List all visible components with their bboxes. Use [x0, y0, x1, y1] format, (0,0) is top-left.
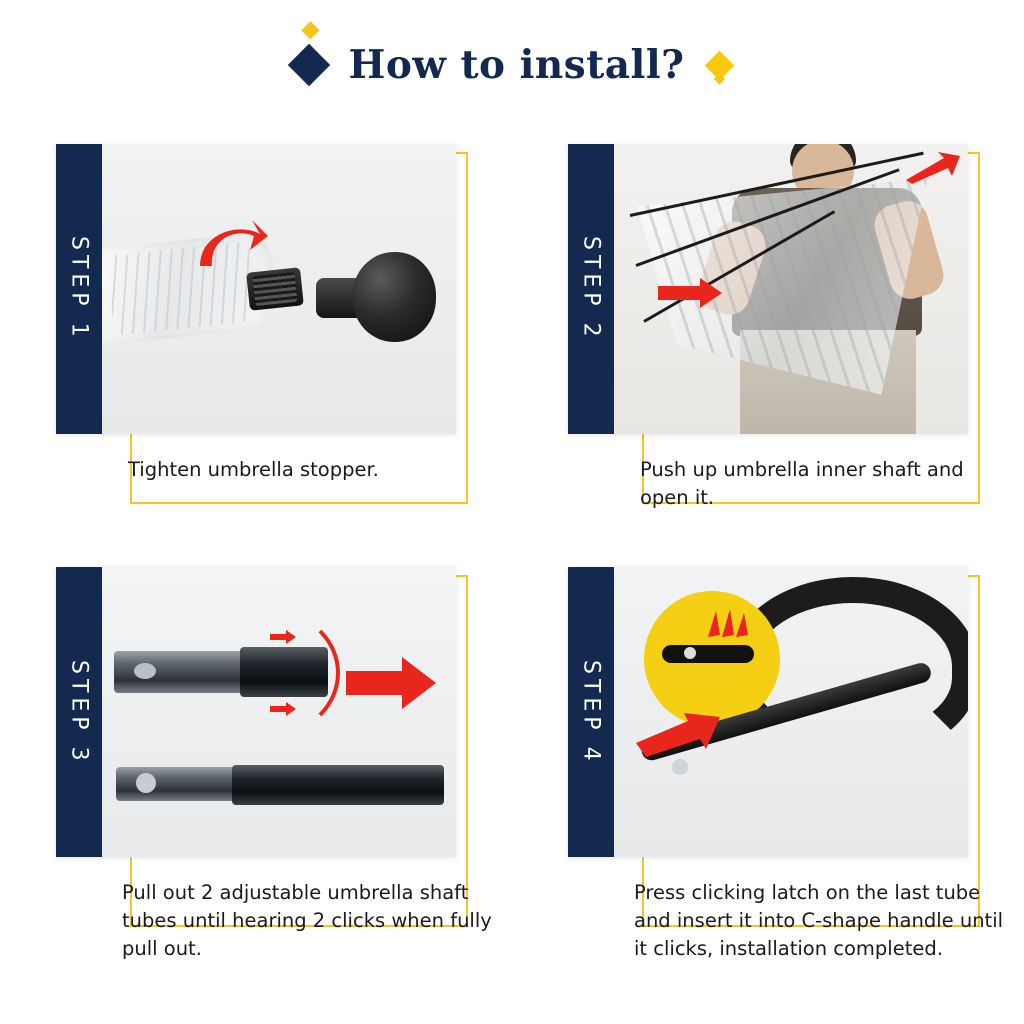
step-photo-2	[568, 144, 968, 434]
step-tab-label-4: STEP 4	[578, 659, 604, 766]
pull-out-arrow-icon	[346, 655, 436, 711]
step-tab-3	[56, 567, 102, 857]
navy-diamond-icon	[288, 44, 330, 86]
step-card-4	[512, 533, 1024, 962]
step-tab-label-3: STEP 3	[66, 659, 92, 766]
callout-circle	[644, 591, 780, 727]
step-illustration-2	[614, 144, 968, 434]
step-tab-label-2: STEP 2	[578, 236, 604, 342]
step-photo-1	[56, 144, 456, 434]
step-caption-4: Press clicking latch on the last tube and insert it into C-shape handle until it clicks, installation completed.	[634, 881, 1004, 960]
step-tab-1	[56, 144, 102, 434]
open-arrow-icon	[658, 276, 722, 310]
page-title-row	[0, 42, 1024, 88]
shaft-tube-lower-right	[232, 765, 444, 805]
step-illustration-1	[102, 144, 456, 434]
step-photo-3	[56, 567, 456, 857]
stopper-cap-shape	[316, 250, 436, 346]
yellow-diamond-icon	[704, 50, 734, 80]
step-photo-4	[568, 567, 968, 857]
step-tab-2	[568, 144, 614, 434]
step-caption-1: Tighten umbrella stopper.	[128, 458, 379, 481]
step-caption-3: Pull out 2 adjustable umbrella shaft tubes until hearing 2 clicks when fully pull out.	[122, 881, 492, 960]
step-illustration-4	[614, 567, 968, 857]
page-title: How to install?	[348, 42, 685, 88]
rotation-arrow-icon	[194, 218, 268, 278]
shaft-tube-lower-left	[116, 767, 236, 801]
pull-tick-arrow-bottom	[270, 701, 296, 715]
step-caption-2: Push up umbrella inner shaft and open it.	[640, 458, 964, 509]
step-card-1	[0, 110, 512, 511]
step-card-3	[0, 533, 512, 962]
steps-grid	[0, 110, 1024, 962]
push-up-arrow-icon	[904, 150, 960, 184]
click-spark-icon	[704, 605, 750, 645]
pull-tick-arrow-top	[270, 629, 296, 643]
step-card-2	[512, 110, 1024, 511]
insert-arrow-icon	[636, 711, 720, 759]
step-tab-label-1: STEP 1	[66, 236, 92, 342]
tube-closeup-shape	[662, 645, 754, 663]
step-illustration-3	[102, 567, 456, 857]
step-tab-4	[568, 567, 614, 857]
